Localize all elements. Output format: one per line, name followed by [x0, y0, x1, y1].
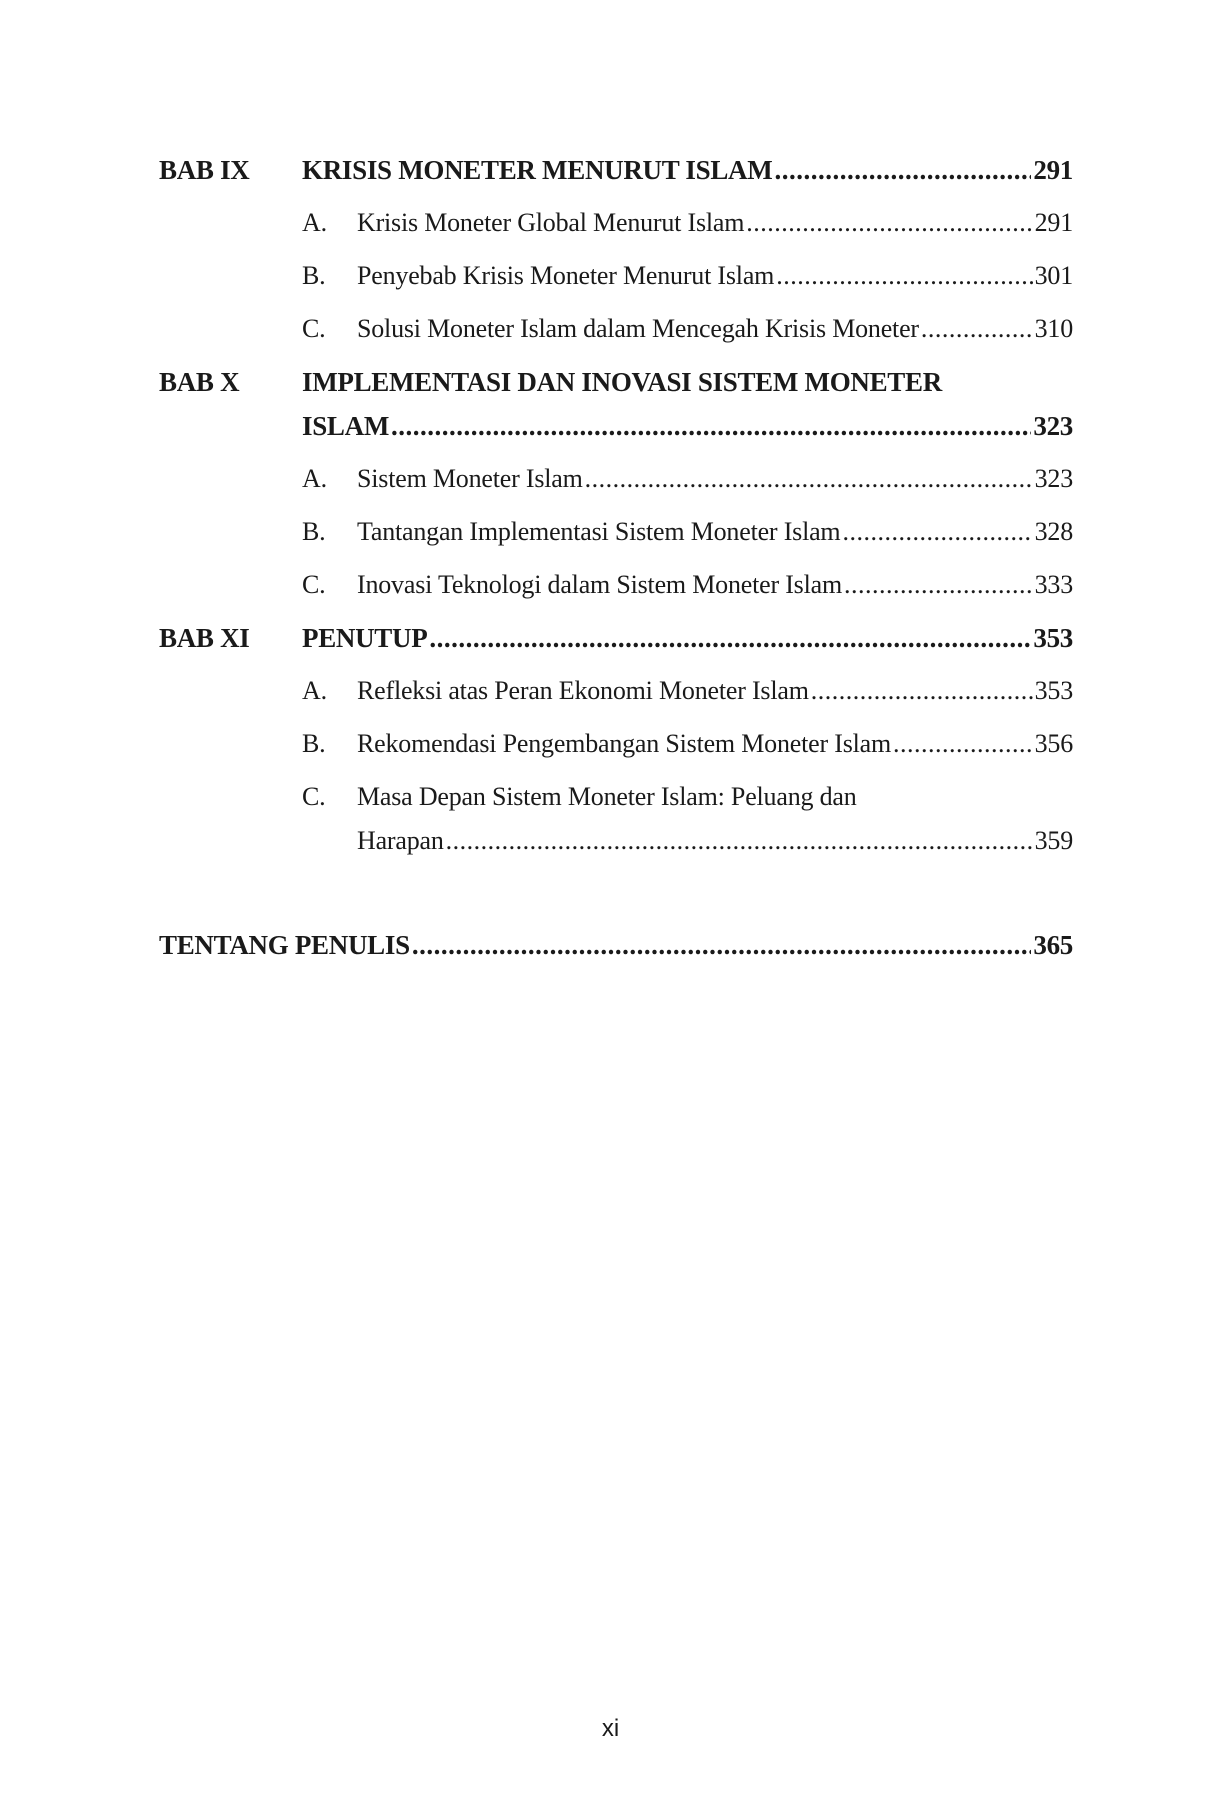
section-letter: C. — [302, 782, 326, 811]
section-page: 323 — [1034, 464, 1073, 493]
section-letter: C. — [302, 570, 326, 599]
chapter-number: BAB XI — [159, 623, 250, 653]
section-letter: A. — [302, 464, 327, 493]
chapter-heading[interactable] — [302, 148, 1073, 192]
author-page: 365 — [1033, 930, 1073, 960]
chapter-heading[interactable] — [302, 616, 1073, 660]
section-letter: B. — [302, 517, 326, 546]
section-page: 333 — [1034, 570, 1073, 599]
section-title: Penyebab Krisis Moneter Menurut Islam — [357, 261, 775, 290]
section-title-line: Masa Depan Sistem Moneter Islam: Peluang dan — [357, 782, 857, 811]
toc-chapter — [159, 148, 1073, 351]
section-title: Sistem Moneter Islam — [357, 464, 583, 493]
section-title: Rekomendasi Pengembangan Sistem Moneter Islam — [357, 729, 892, 758]
dot-leader — [446, 819, 1033, 863]
toc-chapter — [159, 360, 1073, 607]
section-letter: B. — [302, 729, 326, 758]
toc-section[interactable] — [302, 510, 1073, 554]
chapter-body — [302, 148, 1073, 351]
dot-leader — [842, 510, 1032, 554]
dot-leader — [844, 563, 1033, 607]
toc-section[interactable] — [302, 201, 1073, 245]
toc-section[interactable] — [302, 563, 1073, 607]
dot-leader — [585, 457, 1033, 501]
toc-section[interactable] — [302, 775, 1073, 863]
toc-section[interactable] — [302, 307, 1073, 351]
chapter-page: 323 — [1033, 411, 1073, 441]
toc-chapter — [159, 616, 1073, 863]
chapter-number: BAB X — [159, 367, 240, 397]
chapter-heading[interactable] — [302, 404, 1073, 448]
section-letter: A. — [302, 208, 327, 237]
section-letter: B. — [302, 261, 326, 290]
dot-leader — [776, 254, 1032, 298]
section-page: 310 — [1034, 314, 1073, 343]
toc-section[interactable] — [302, 669, 1073, 713]
toc-section[interactable] — [302, 457, 1073, 501]
section-letter: A. — [302, 676, 327, 705]
section-title: Refleksi atas Peran Ekonomi Moneter Islam — [357, 676, 809, 705]
chapter-number: BAB IX — [159, 155, 250, 185]
section-page: 356 — [1034, 729, 1073, 758]
section-title: Inovasi Teknologi dalam Sistem Moneter Islam — [357, 570, 842, 599]
section-title: Krisis Moneter Global Menurut Islam — [357, 208, 745, 237]
chapter-page: 291 — [1033, 155, 1073, 185]
table-of-contents — [159, 148, 1073, 967]
chapter-title-line[interactable]: IMPLEMENTASI DAN INOVASI SISTEM MONETER — [302, 367, 942, 397]
dot-leader — [893, 722, 1033, 766]
toc-section[interactable] — [302, 722, 1073, 766]
toc-section[interactable] — [302, 254, 1073, 298]
section-letter: C. — [302, 314, 326, 343]
dot-leader — [921, 307, 1033, 351]
section-page: 291 — [1034, 208, 1073, 237]
section-page: 353 — [1034, 676, 1073, 705]
dot-leader — [391, 404, 1031, 448]
chapter-title: KRISIS MONETER MENURUT ISLAM — [302, 155, 773, 185]
section-page: 328 — [1034, 517, 1073, 546]
author-title: TENTANG PENULIS — [159, 930, 410, 960]
chapter-title: ISLAM — [302, 411, 390, 441]
chapter-title: PENUTUP — [302, 623, 428, 653]
dot-leader — [429, 616, 1031, 660]
author-entry[interactable] — [159, 923, 1073, 967]
chapter-body — [302, 360, 1073, 607]
section-title: Tantangan Implementasi Sistem Moneter Islam — [357, 517, 841, 546]
chapter-page: 353 — [1033, 623, 1073, 653]
section-title: Solusi Moneter Islam dalam Mencegah Krisis Moneter — [357, 314, 919, 343]
section-page: 301 — [1034, 261, 1073, 290]
chapter-body — [302, 616, 1073, 863]
section-title: Harapan — [357, 826, 444, 855]
dot-leader — [774, 148, 1031, 192]
dot-leader — [811, 669, 1033, 713]
dot-leader — [412, 923, 1032, 967]
section-page: 359 — [1034, 826, 1073, 855]
dot-leader — [746, 201, 1032, 245]
page-number: xi — [601, 1715, 620, 1742]
